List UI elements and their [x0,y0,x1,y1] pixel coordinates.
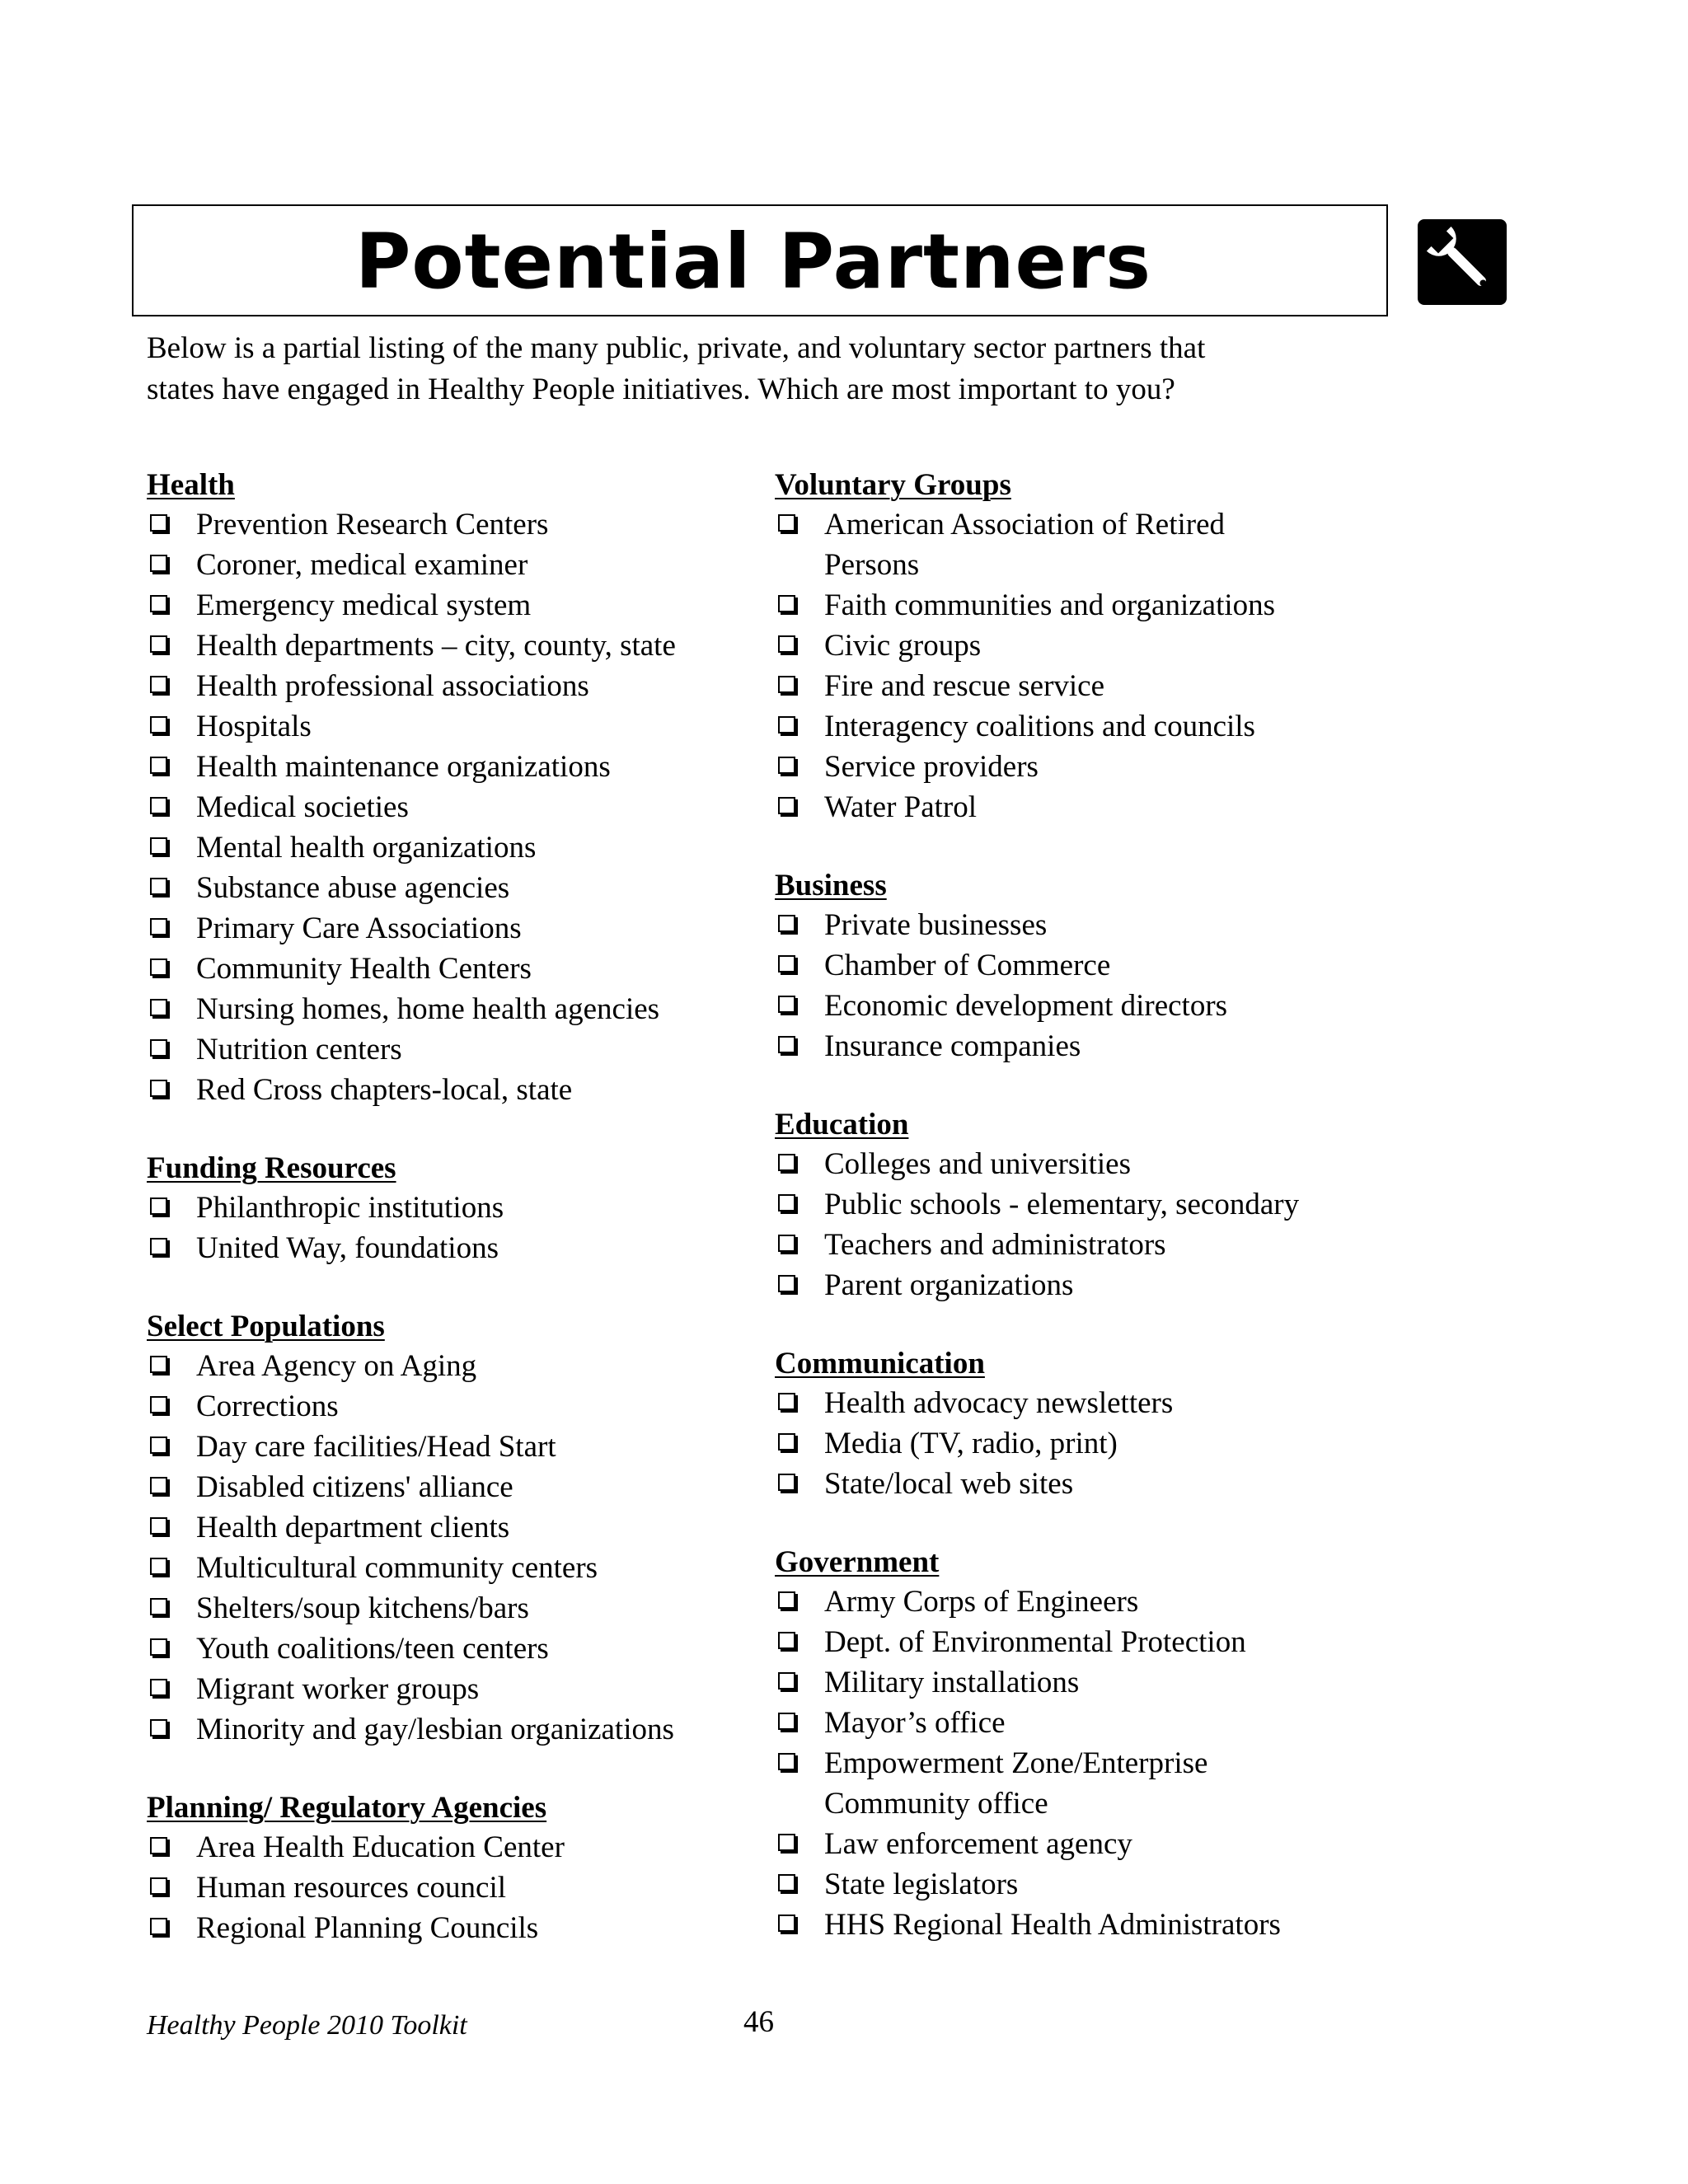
checklist-item-label: Corrections [196,1390,339,1423]
checkbox-icon[interactable] [150,878,167,895]
checklist-item-label: Civic groups [824,629,982,663]
checkbox-icon[interactable] [150,1197,167,1215]
checklist-item [147,949,757,989]
checklist-item-label: Military installations [824,1666,1080,1699]
checkbox-icon[interactable] [150,1638,167,1656]
checklist-item [775,1582,1401,1622]
checkbox-icon[interactable] [150,716,167,733]
checklist-item [147,747,757,787]
checklist-item-label: Parent organizations [824,1268,1074,1302]
section-heading: Government [775,1545,940,1579]
checklist-item [147,1188,757,1228]
intro-line-1: Below is a partial listing of the many public, private, and voluntary sector partners that [147,331,1206,365]
section-government [775,1544,1401,1945]
checklist-item [147,666,757,706]
checklist-item-label: Dept. of Environmental Protection [824,1625,1246,1659]
checklist-item-label: Human resources council [196,1871,507,1905]
checklist-item-label: Colleges and universities [824,1147,1131,1181]
checklist-item [147,545,757,585]
checkbox-icon[interactable] [778,797,795,814]
checklist-item-label: Substance abuse agencies [196,871,510,905]
checklist-item [147,787,757,827]
checklist-item-label: Mental health organizations [196,831,537,865]
checkbox-icon[interactable] [150,1679,167,1696]
checkbox-icon[interactable] [778,635,795,653]
checklist-item [775,1703,1401,1743]
checklist-item-label: Shelters/soup kitchens/bars [196,1591,529,1625]
checklist-item-label: Nutrition centers [196,1033,402,1066]
checklist-item-label: United Way, foundations [196,1231,499,1265]
checkbox-icon[interactable] [778,716,795,733]
checkbox-icon[interactable] [778,1036,795,1053]
checklist-item-label: Army Corps of Engineers [824,1585,1139,1619]
checklist-item [775,1622,1401,1662]
checklist-item [775,1026,1401,1066]
checklist-item [147,1908,757,1948]
checkbox-icon[interactable] [150,958,167,976]
checkbox-icon[interactable] [150,1436,167,1454]
checklist-item-label: Migrant worker groups [196,1672,480,1706]
checklist-item [147,504,757,545]
checkbox-icon[interactable] [150,595,167,612]
checklist-item-label: Mayor’s office [824,1706,1006,1740]
checklist-item [147,1070,757,1110]
checklist-item [775,1743,1401,1824]
checklist-item [147,1709,757,1750]
checkbox-icon[interactable] [778,1275,795,1292]
checklist-item [775,1225,1401,1265]
checkbox-icon[interactable] [150,918,167,935]
checklist-item-label: Teachers and administrators [824,1228,1166,1262]
checkbox-icon[interactable] [150,837,167,855]
section-funding-resources [147,1150,757,1268]
intro-paragraph [147,328,1383,410]
checklist-item [147,908,757,949]
checkbox-icon[interactable] [778,1753,795,1770]
checklist-item [147,1346,757,1386]
section-planning-regulatory-agencies [147,1789,757,1948]
checklist-item-label: Red Cross chapters-local, state [196,1073,573,1107]
title-box [132,204,1388,316]
checkbox-icon[interactable] [778,1672,795,1690]
checkbox-icon[interactable] [778,1713,795,1730]
checklist-item-label: Empowerment Zone/Enterprise [824,1746,1208,1780]
checklist-item-label: Youth coalitions/teen centers [196,1632,549,1666]
checklist-item-label: Faith communities and organizations [824,588,1276,622]
checkbox-icon[interactable] [778,757,795,774]
section-education [775,1106,1401,1305]
checkbox-icon[interactable] [778,1433,795,1451]
checklist-item-label: Area Health Education Center [196,1830,565,1864]
checklist-item-label: Water Patrol [824,790,978,824]
checkbox-icon[interactable] [150,757,167,774]
section-health [147,466,757,1110]
checklist-item [147,1228,757,1268]
checklist-item [775,666,1401,706]
checkbox-icon[interactable] [778,1834,795,1851]
checkbox-icon[interactable] [150,1837,167,1854]
checklist-item [775,1423,1401,1464]
checklist-item [775,626,1401,666]
checkbox-icon[interactable] [778,1632,795,1649]
checklist-item [775,905,1401,945]
checklist-item-label: Coroner, medical examiner [196,548,528,582]
checklist-item [775,787,1401,827]
checklist-item [775,747,1401,787]
checkbox-icon[interactable] [150,635,167,653]
checklist-item [775,1824,1401,1864]
checklist-item [775,1383,1401,1423]
checklist-item [775,1662,1401,1703]
checkbox-icon[interactable] [150,1238,167,1255]
checklist-item [775,1184,1401,1225]
checklist-item-label: Health advocacy newsletters [824,1386,1174,1420]
page-title: Potential Partners [354,218,1152,306]
checklist-item [147,1548,757,1588]
section-voluntary-groups [775,466,1401,827]
checklist-item-label: Community Health Centers [196,952,532,986]
checklist-item-label: Area Agency on Aging [196,1349,477,1383]
checklist-item-label: Private businesses [824,908,1048,942]
section-heading: Communication [775,1347,985,1380]
checklist-item-label: Community office [824,1787,1048,1821]
checkbox-icon[interactable] [150,1558,167,1575]
section-heading: Select Populations [147,1310,385,1343]
checklist-item [147,706,757,747]
checkbox-icon[interactable] [150,1080,167,1097]
checklist-item-label: State/local web sites [824,1467,1074,1501]
checklist-item-label: Health professional associations [196,669,589,703]
checkbox-icon[interactable] [778,1591,795,1609]
checklist-item-label: Nursing homes, home health agencies [196,992,660,1026]
checklist-item-label: Hospitals [196,710,312,743]
checklist-item-label: Minority and gay/lesbian organizations [196,1713,674,1746]
checkbox-icon[interactable] [778,1194,795,1212]
left-column [147,466,757,1988]
right-column [775,466,1401,1985]
section-heading: Voluntary Groups [775,468,1011,502]
checklist-item [147,1827,757,1868]
checkbox-icon[interactable] [778,595,795,612]
footer-toolkit-title: Healthy People 2010 Toolkit [147,2010,467,2041]
checklist-item [775,504,1401,585]
checklist-item-label: Disabled citizens' alliance [196,1470,513,1504]
checklist-item-label: Media (TV, radio, print) [824,1427,1118,1460]
checkbox-icon[interactable] [150,1598,167,1615]
checkbox-icon[interactable] [150,1877,167,1895]
checkbox-icon[interactable] [150,1918,167,1935]
checklist-item-label: Health departments – city, county, state [196,629,676,663]
intro-line-2: states have engaged in Healthy People initiatives. Which are most important to you? [147,373,1175,406]
checkbox-icon[interactable] [150,676,167,693]
checklist-item-label: Medical societies [196,790,409,824]
checklist-item-label: HHS Regional Health Administrators [824,1908,1281,1942]
checklist-item [775,585,1401,626]
checklist-item [147,626,757,666]
section-heading: Health [147,468,235,502]
checklist-item [775,1464,1401,1504]
section-heading: Education [775,1108,909,1141]
checkbox-icon[interactable] [150,999,167,1016]
checklist-item [147,989,757,1029]
checkbox-icon[interactable] [778,955,795,972]
section-business [775,867,1401,1066]
checkbox-icon[interactable] [778,1393,795,1410]
checklist-item-label: Public schools - elementary, secondary [824,1188,1300,1221]
checkbox-icon[interactable] [778,996,795,1013]
checklist-item [775,1144,1401,1184]
checklist-item [147,585,757,626]
checklist-item-label: Day care facilities/Head Start [196,1430,556,1464]
checklist-item-label: Chamber of Commerce [824,949,1111,982]
checklist-item-label: Multicultural community centers [196,1551,598,1585]
page-number: 46 [743,2005,774,2039]
checklist-item-label: Service providers [824,750,1039,784]
checkbox-icon[interactable] [150,1719,167,1736]
checkbox-icon[interactable] [778,1235,795,1252]
checklist-item [147,1588,757,1629]
checklist-item-label: Health department clients [196,1511,510,1544]
checkbox-icon[interactable] [150,1517,167,1535]
section-communication [775,1345,1401,1504]
checkbox-icon[interactable] [778,1154,795,1171]
checklist-item-label: Insurance companies [824,1029,1081,1063]
checkbox-icon[interactable] [778,1915,795,1932]
checklist-item-label: Philanthropic institutions [196,1191,504,1225]
checklist-item [775,1864,1401,1905]
checkbox-icon[interactable] [150,1356,167,1373]
checklist-item-label: Health maintenance organizations [196,750,611,784]
checklist-item [147,1427,757,1467]
checkbox-icon[interactable] [150,1477,167,1494]
checklist-item [775,706,1401,747]
checklist-item [147,1629,757,1669]
checklist-item-label: Persons [824,548,920,582]
checkbox-icon[interactable] [150,555,167,572]
checklist-item-label: Economic development directors [824,989,1228,1023]
checkbox-icon[interactable] [778,915,795,932]
checklist-item [147,1386,757,1427]
checklist-item-label: American Association of Retired [824,508,1226,541]
checklist-item-label: Regional Planning Councils [196,1911,539,1945]
checklist-item-label: Prevention Research Centers [196,508,549,541]
checklist-item [147,827,757,868]
section-heading: Funding Resources [147,1151,396,1185]
checklist-item-label: State legislators [824,1868,1019,1901]
checklist-item [775,1265,1401,1305]
section-heading: Planning/ Regulatory Agencies [147,1791,547,1825]
checklist-item [775,945,1401,986]
checklist-item [147,1507,757,1548]
checklist-item [147,1467,757,1507]
checklist-item-label: Interagency coalitions and councils [824,710,1255,743]
checklist-item [147,1669,757,1709]
checklist-item [147,1868,757,1908]
checklist-item [147,868,757,908]
checklist-item [775,986,1401,1026]
checklist-item-label: Emergency medical system [196,588,532,622]
checkbox-icon[interactable] [150,1396,167,1413]
checklist-item-label: Fire and rescue service [824,669,1105,703]
checkbox-icon[interactable] [150,797,167,814]
checkbox-icon[interactable] [778,676,795,693]
checkbox-icon[interactable] [778,1874,795,1891]
section-select-populations [147,1308,757,1750]
checklist-item-label: Law enforcement agency [824,1827,1132,1861]
checklist-item-label: Primary Care Associations [196,912,522,945]
checkbox-icon[interactable] [150,514,167,532]
checkbox-icon[interactable] [778,514,795,532]
wrench-icon [1418,219,1507,305]
checkbox-icon[interactable] [778,1474,795,1491]
checklist-item [775,1905,1401,1945]
checklist-item [147,1029,757,1070]
checkbox-icon[interactable] [150,1039,167,1057]
section-heading: Business [775,869,887,902]
